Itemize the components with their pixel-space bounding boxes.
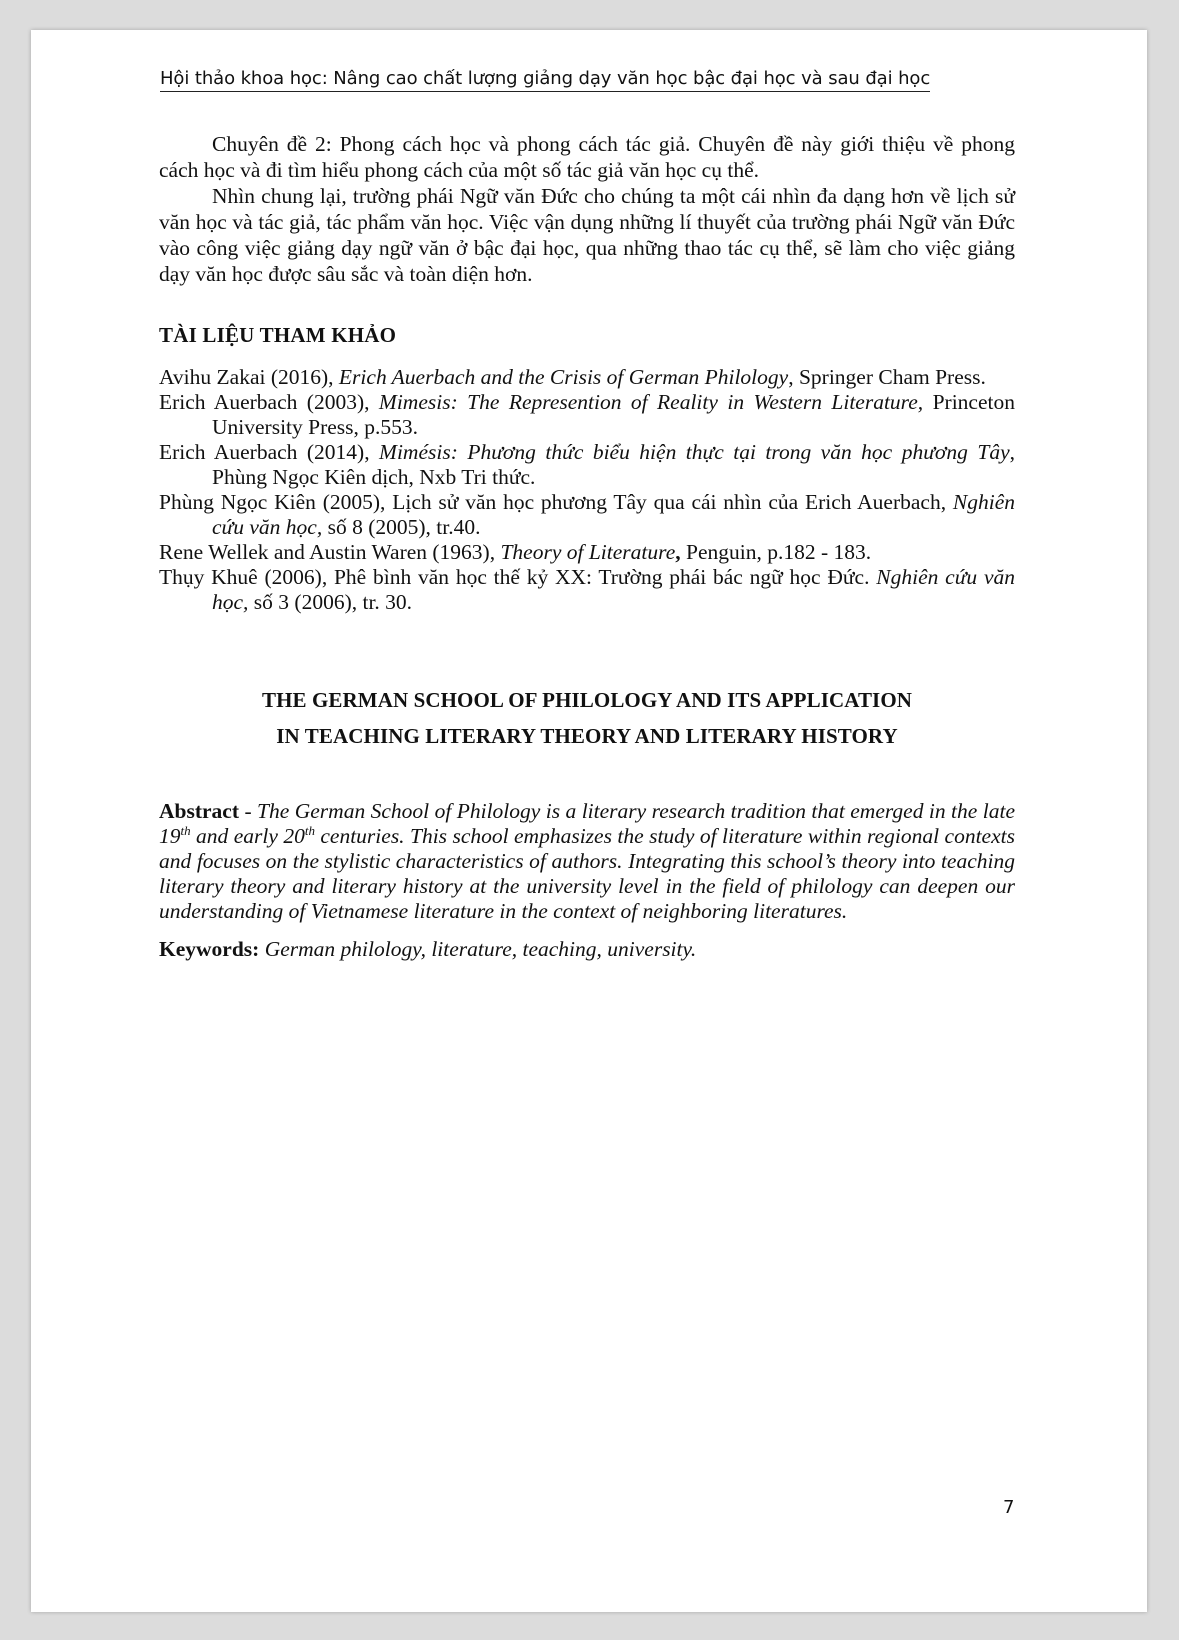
reference-item: Thụy Khuê (2006), Phê bình văn học thế kỷ XX: Trường phái bác ngữ học Đức. Nghiên cứu văn học, số 3 (2006), tr. 30. [159,565,1015,614]
keywords: Keywords: German philology, literature, teaching, university. [159,937,697,961]
references-title: TÀI LIỆU THAM KHẢO [159,323,397,347]
body-paragraph: Chuyên đề 2: Phong cách học và phong cách tác giả. Chuyên đề này giới thiệu về phong cách học và đi tìm hiểu phong cách của một số tác giả văn học cụ thể. [159,132,1015,182]
keywords-label: Keywords: [159,937,260,961]
running-header: Hội thảo khoa học: Nâng cao chất lượng giảng dạy văn học bậc đại học và sau đại học [160,68,930,92]
page-content [159,131,1015,962]
reference-item: Erich Auerbach (2014), Mimésis: Phương thức biểu hiện thực tại trong văn học phương Tây, Phùng Ngọc Kiên dịch, Nxb Tri thức. [159,440,1015,489]
abstract: Abstract - The German School of Philology is a literary research tradition that emerged in the late 19th and early 20th centuries. This school emphasizes the study of literature within regional contexts and focuses on the stylistic characteristics of authors. Integrating this school’s theory into teaching literary theory and literary history at the university level in the field of philology can deepen our understanding of Vietnamese literature in the context of neighboring literatures. [159,799,1015,923]
reference-item: Avihu Zakai (2016), Erich Auerbach and the Crisis of German Philology, Springer Cham Press. [159,365,986,389]
reference-item: Rene Wellek and Austin Waren (1963), Theory of Literature, Penguin, p.182 - 183. [159,540,872,564]
english-title [159,682,1015,754]
page-number: 7 [1003,1497,1015,1518]
references-list [159,365,1015,615]
english-title-line: IN TEACHING LITERARY THEORY AND LITERARY HISTORY [276,724,898,748]
reference-item: Erich Auerbach (2003), Mimesis: The Represention of Reality in Western Literature, Princeton University Press, p.553. [159,390,1015,439]
body-paragraph: Nhìn chung lại, trường phái Ngữ văn Đức cho chúng ta một cái nhìn đa dạng hơn về lịch sử văn học và tác giả, tác phẩm văn học. Việc vận dụng những lí thuyết của trường phái Ngữ văn Đức vào công việc giảng dạy ngữ văn ở bậc đại học, qua những thao tác cụ thể, sẽ làm cho việc giảng dạy văn học được sâu sắc và toàn diện hơn. [159,184,1015,286]
abstract-label: Abstract [159,799,240,823]
reference-item: Phùng Ngọc Kiên (2005), Lịch sử văn học phương Tây qua cái nhìn của Erich Auerbach, Nghiên cứu văn học, số 8 (2005), tr.40. [159,490,1015,539]
english-title-line: THE GERMAN SCHOOL OF PHILOLOGY AND ITS APPLICATION [261,688,913,712]
